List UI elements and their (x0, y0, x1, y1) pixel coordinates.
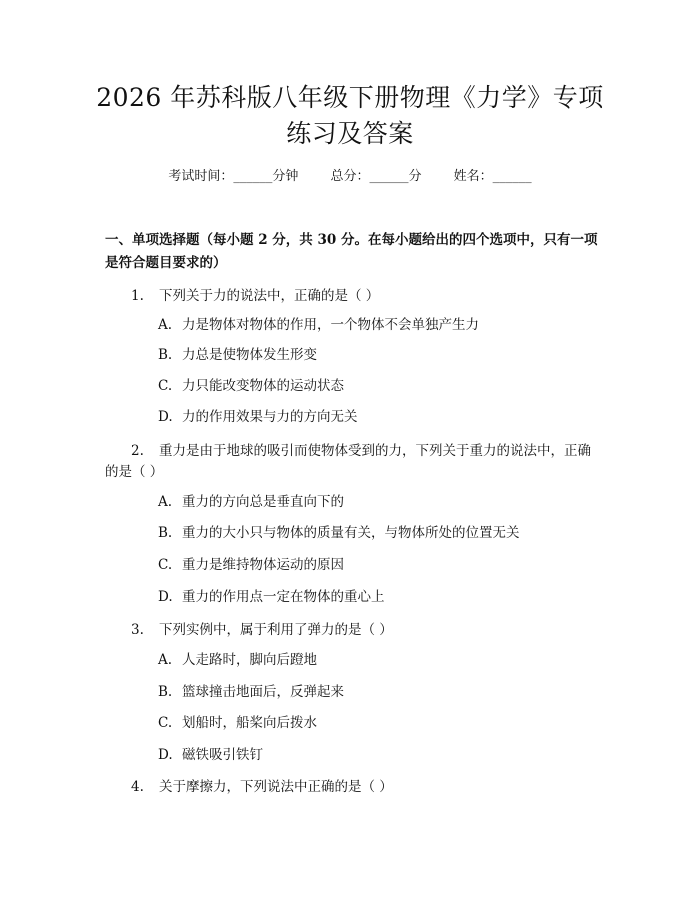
option-text: 篮球撞击地面后，反弹起来 (182, 684, 344, 700)
option-letter: B. (158, 347, 173, 363)
option-letter: A. (158, 652, 173, 668)
question-number: 2. (131, 443, 144, 459)
document-title-line1: 2026 年苏科版八年级下册物理《力学》专项 (96, 83, 604, 112)
question-2-option-b (158, 523, 608, 543)
option-letter: B. (158, 684, 173, 700)
exam-time-field: 考试时间：______分钟 (168, 169, 299, 184)
option-text: 力的作用效果与力的方向无关 (182, 409, 358, 425)
question-3-option-d (158, 745, 608, 765)
student-name-field: 姓名：______ (453, 169, 532, 184)
question-1-option-d (158, 407, 608, 427)
question-3-stem (105, 619, 605, 642)
question-number: 4. (131, 779, 144, 795)
question-2-stem-continued: 的是（ ） (105, 464, 164, 480)
question-3-option-a (158, 650, 608, 670)
option-text: 力是物体对物体的作用，一个物体不会单独产生力 (182, 317, 479, 333)
question-1-option-a (158, 315, 608, 335)
option-letter: A. (158, 494, 173, 510)
section-heading-line2: 是符合题目要求的） (105, 255, 227, 271)
exam-info-row (0, 167, 700, 187)
question-text: 重力是由于地球的吸引而使物体受到的力，下列关于重力的说法中，正确 (159, 443, 591, 459)
option-text: 磁铁吸引铁钉 (182, 747, 263, 763)
question-number: 1. (131, 288, 144, 304)
question-3-option-b (158, 682, 608, 702)
question-1-stem (105, 285, 605, 308)
question-2-option-d (158, 587, 608, 607)
option-text: 重力是维持物体运动的原因 (182, 557, 344, 573)
question-text: 下列实例中，属于利用了弹力的是（ ） (159, 622, 393, 638)
question-1-option-c (158, 376, 608, 396)
option-letter: A. (158, 317, 173, 333)
option-text: 力总是使物体发生形变 (182, 347, 317, 363)
option-letter: D. (158, 747, 173, 763)
option-text: 重力的方向总是垂直向下的 (182, 494, 344, 510)
question-2-option-c (158, 555, 608, 575)
option-text: 划船时，船桨向后拨水 (182, 715, 317, 731)
total-score-field: 总分：______分 (330, 169, 422, 184)
question-1-option-b (158, 345, 608, 365)
question-2-stem (105, 440, 605, 463)
question-text: 下列关于力的说法中，正确的是（ ） (159, 288, 380, 304)
question-text: 关于摩擦力，下列说法中正确的是（ ） (159, 779, 393, 795)
question-4-stem (105, 776, 605, 799)
document-title-line2: 练习及答案 (286, 119, 414, 148)
option-text: 重力的作用点一定在物体的重心上 (182, 589, 385, 605)
option-letter: B. (158, 525, 173, 541)
option-letter: D. (158, 589, 173, 605)
option-text: 重力的大小只与物体的质量有关，与物体所处的位置无关 (182, 525, 520, 541)
option-letter: C. (158, 557, 173, 573)
option-letter: C. (158, 378, 173, 394)
question-2-option-a (158, 492, 608, 512)
question-number: 3. (131, 622, 144, 638)
option-letter: D. (158, 409, 173, 425)
option-letter: C. (158, 715, 173, 731)
option-text: 人走路时，脚向后蹬地 (182, 652, 317, 668)
section-heading-line1: 一、单项选择题（每小题 2 分，共 30 分。在每小题给出的四个选项中，只有一项 (105, 232, 598, 248)
option-text: 力只能改变物体的运动状态 (182, 378, 344, 394)
question-3-option-c (158, 713, 608, 733)
